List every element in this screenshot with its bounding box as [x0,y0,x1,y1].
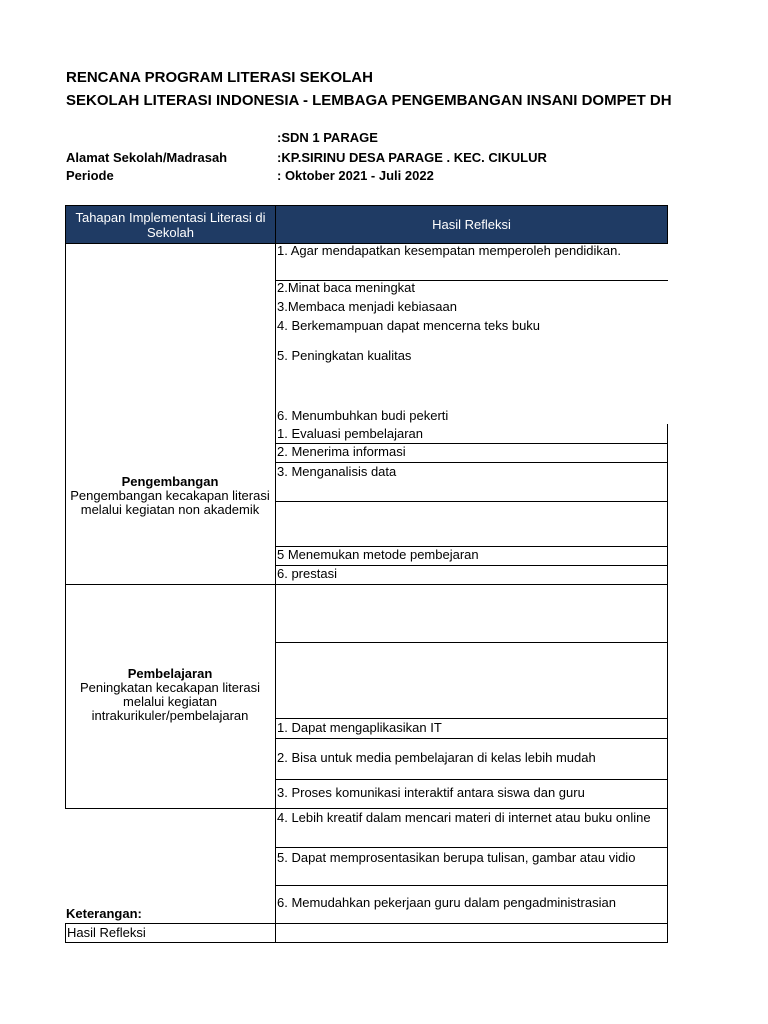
stage-pengembangan [66,475,274,517]
stage-pembelajaran [66,667,274,723]
reflection-item: 6. prestasi [277,566,337,581]
table-left-border [65,244,66,809]
notes-label: Keterangan: [66,906,142,921]
reflection-item: 6. Memudahkan pekerjaan guru dalam pengadministrasian [277,895,616,910]
reflection-item: 3. Menganalisis data [277,464,397,479]
row-divider [275,501,668,502]
stage-title: Pengembangan [121,474,219,489]
stage-divider [65,808,668,809]
reflection-item: 4. Lebih kreatif dalam mencari materi di internet atau buku online [277,810,651,825]
stage-description: Peningkatan kecakapan literasi melalui kegiatan intrakurikuler/pembelajaran [80,680,260,723]
reflection-item: 6. Menumbuhkan budi pekerti [277,408,449,423]
document-subtitle: SEKOLAH LITERASI INDONESIA - LEMBAGA PENGEMBANGAN INSANI DOMPET DH [66,92,672,109]
reflection-item: 1. Agar mendapatkan kesempatan memperoleh pendidikan. [277,243,621,258]
stage-title: Pembelajaran [127,666,213,681]
row-divider [275,738,668,739]
document-title: RENCANA PROGRAM LITERASI SEKOLAH [66,69,373,86]
table-middle-border [275,244,276,942]
reflection-item: 3.Membaca menjadi kebiasaan [277,299,457,314]
address-value: :KP.SIRINU DESA PARAGE . KEC. CIKULUR [277,150,547,165]
row-divider [275,779,668,780]
address-label: Alamat Sekolah/Madrasah [66,150,228,165]
period-value: : Oktober 2021 - Juli 2022 [277,168,434,183]
period-label: Periode [66,168,114,183]
reflection-item: 2.Minat baca meningkat [277,280,416,295]
table-bottom-border [65,942,668,943]
reflection-item: 2. Bisa untuk media pembelajaran di kelas lebih mudah [277,750,596,765]
header-reflection: Hasil Refleksi [275,205,668,244]
reflection-item: 1. Evaluasi pembelajaran [277,426,423,441]
row-divider [65,923,668,924]
reflection-item: 3. Proses komunikasi interaktif antara siswa dan guru [277,785,585,800]
reflection-item: 1. Dapat mengaplikasikan IT [277,720,442,735]
reflection-item: 4. Berkemampuan dapat mencerna teks buku [277,318,541,333]
reflection-item: 5. Peningkatan kualitas [277,348,412,363]
reflection-item: 5. Dapat memprosentasikan berupa tulisan, gambar atau vidio [277,850,636,865]
footer-left-border [65,923,66,942]
footer-reflection-label: Hasil Refleksi [67,925,146,940]
reflection-item: 2. Menerima informasi [277,444,406,459]
reflection-item: 5 Menemukan metode pembejaran [277,547,479,562]
stage-divider [65,584,668,585]
row-divider [275,885,668,886]
stage-description: Pengembangan kecakapan literasi melalui kegiatan non akademik [70,488,270,517]
row-divider [275,642,668,643]
row-divider [275,847,668,848]
header-stage: Tahapan Implementasi Literasi di Sekolah [65,205,276,244]
row-divider [275,462,668,463]
school-name-value: :SDN 1 PARAGE [277,130,378,145]
row-divider [275,718,668,719]
